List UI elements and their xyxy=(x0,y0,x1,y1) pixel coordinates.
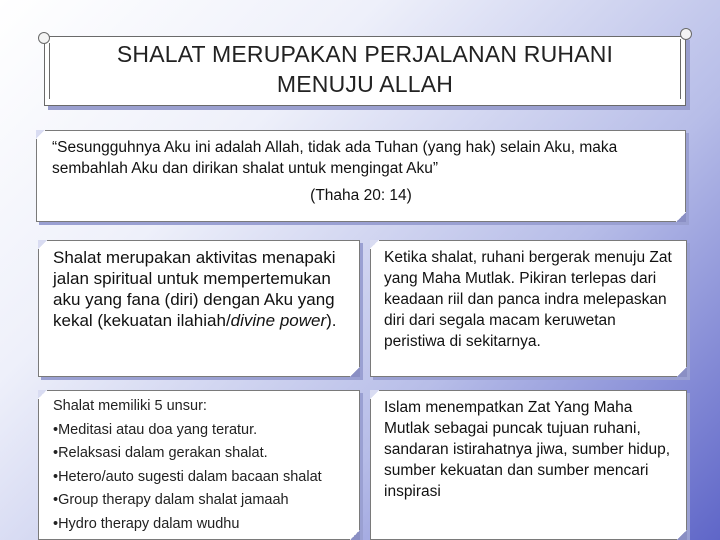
card-fold xyxy=(677,530,687,540)
definition-text-italic: divine power xyxy=(230,311,327,330)
scroll-rod-right xyxy=(680,39,681,99)
quote-card xyxy=(36,130,686,222)
card-five-elements xyxy=(38,390,360,540)
quote-reference: (Thaha 20: 14) xyxy=(310,187,412,204)
title-scroll xyxy=(44,36,686,106)
card-fold xyxy=(350,530,360,540)
card-spiritual-movement-text: Ketika shalat, ruhani bergerak menuju Zat yang Maha Mutlak. Pikiran terlepas dari keadaan riil dan panca indra melepaskan diri dari segala macam keruwetan peristiwa di sekitarnya. xyxy=(384,249,672,350)
card-fold xyxy=(677,367,687,377)
card-fold xyxy=(350,367,360,377)
five-elements-heading: Shalat memiliki 5 unsur: xyxy=(53,398,207,414)
definition-text-end: ). xyxy=(326,311,337,330)
card-fold xyxy=(676,212,686,222)
card-islam-purpose xyxy=(370,390,687,540)
card-corner xyxy=(36,130,45,139)
card-corner xyxy=(38,240,47,249)
card-corner xyxy=(370,240,379,249)
card-definition-text xyxy=(53,247,351,331)
card-definition xyxy=(38,240,360,377)
scroll-curl-right xyxy=(680,28,692,40)
list-item: •Group therapy dalam shalat jamaah xyxy=(53,492,289,508)
list-item: •Meditasi atau doa yang teratur. xyxy=(53,421,258,438)
list-item: •Relaksasi dalam gerakan shalat. xyxy=(53,445,268,461)
title-line-2: MENUJU ALLAH xyxy=(276,71,454,97)
card-spiritual-movement xyxy=(370,240,687,377)
quote-text: “Sesungguhnya Aku ini adalah Allah, tidak ada Tuhan (yang hak) selain Aku, maka sembahlah Aku dan dirikan shalat untuk mengingat Aku” xyxy=(52,139,618,177)
slide-title xyxy=(55,39,675,99)
scroll-rod-left xyxy=(49,43,50,99)
card-corner xyxy=(370,390,379,399)
card-islam-purpose-text: Islam menempatkan Zat Yang Maha Mutlak sebagai puncak tujuan ruhani, sandaran istirahatnya jiwa, sumber hidup, sumber kekuatan dan sumber mencari inspirasi xyxy=(384,399,671,500)
five-elements-list xyxy=(53,395,353,536)
list-item: •Hydro therapy dalam wudhu xyxy=(53,515,240,532)
card-corner xyxy=(38,390,47,399)
list-item: •Hetero/auto sugesti dalam bacaan shalat xyxy=(53,468,322,485)
definition-text-main: Shalat merupakan aktivitas menapaki jalan spiritual untuk mempertemukan aku yang fana (diri) dengan Aku yang kekal (kekuatan ilahiah/ xyxy=(53,248,336,330)
title-line-1: SHALAT MERUPAKAN PERJALANAN RUHANI xyxy=(116,41,614,67)
